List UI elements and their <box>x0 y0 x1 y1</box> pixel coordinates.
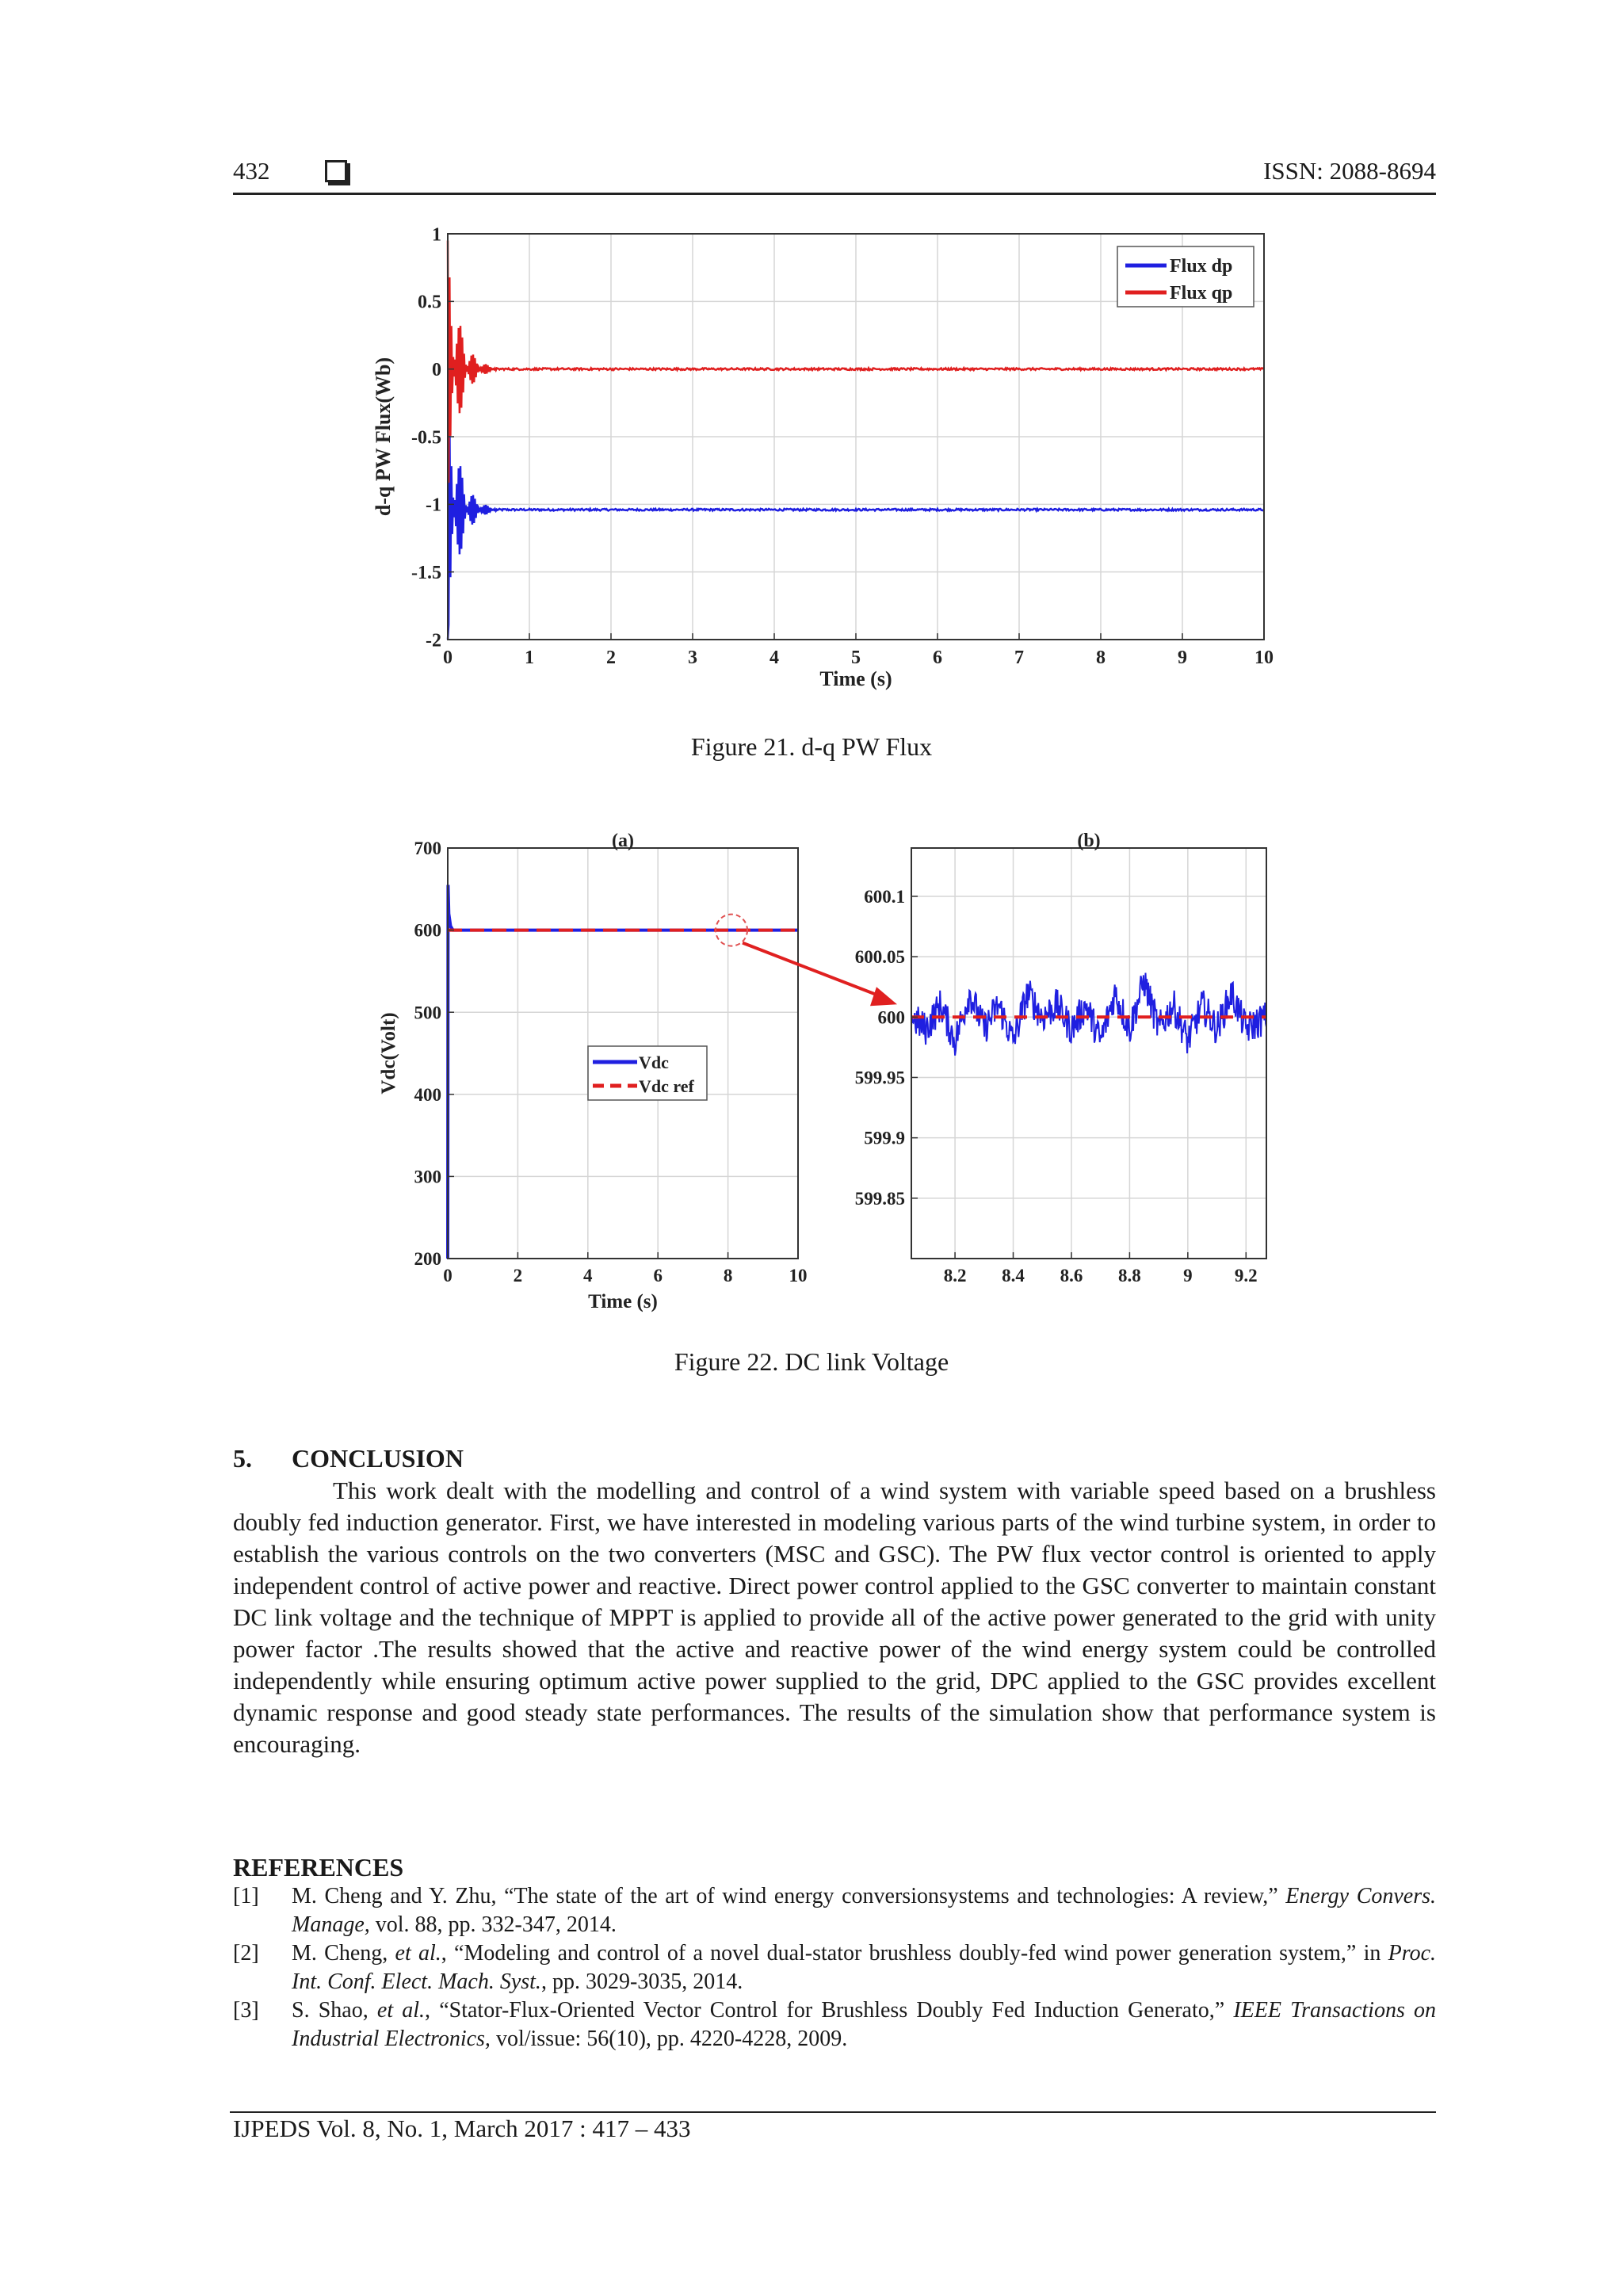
reference-body <box>292 1939 1436 1996</box>
x-tick-label: 5 <box>851 648 861 668</box>
y-tick-label: 599.85 <box>854 1188 905 1209</box>
dc-link-voltage-chart <box>365 816 1284 1331</box>
y-tick-label: 700 <box>414 839 441 859</box>
x-tick-label: 7 <box>1014 648 1024 668</box>
footer-rule <box>230 2111 1436 2113</box>
y-tick-label: -1 <box>426 495 441 516</box>
x-tick-label: 3 <box>688 648 697 668</box>
x-tick-label: 8 <box>1096 648 1106 668</box>
flux-chart <box>365 218 1284 709</box>
reference-index: [3] <box>233 1998 259 2023</box>
section-number: 5. <box>233 1444 252 1473</box>
y-tick-label: 0.5 <box>418 292 441 313</box>
y-tick-label: 600 <box>877 1007 905 1028</box>
x-tick-label: 6 <box>933 648 942 668</box>
reference-body <box>292 1882 1436 1939</box>
legend-label: Vdc ref <box>639 1076 694 1096</box>
reference-details: , pp. 3029-3035, 2014. <box>540 1969 743 1994</box>
panel-a-title: (a) <box>612 831 634 851</box>
x-tick-label: 4 <box>583 1266 593 1286</box>
x-tick-label: 10 <box>1254 648 1274 668</box>
y-tick-label: 600.05 <box>854 947 905 968</box>
conclusion-paragraph: This work dealt with the modelling and control of a wind system with variable speed based on a brushless doubly fed induction generator. First, we have interested in modeling various parts of the wind turbine system, in order to establish the various controls on the two converters (MSC and GSC). The PW flux vector control is oriented to apply independent control of active power and reactive. Direct power control applied to the GSC converter to maintain constant DC link voltage and the technique of MPPT is applied to provide all of the active power generated to the grid with unity power factor .The results showed that the active and reactive power of the wind energy system could be controlled independently while ensuring optimum active power supplied to the grid, DPC applied to the GSC provides excellent dynamic response and good steady state performances. The results of the simulation show that performance system is encouraging. <box>233 1477 1436 1758</box>
reference-index: [2] <box>233 1941 259 1966</box>
section-heading <box>233 1444 464 1473</box>
x-tick-label: 6 <box>653 1266 663 1286</box>
y-tick-label: 600.1 <box>864 886 905 907</box>
journal-issn: ISSN: 2088-8694 <box>1263 157 1436 185</box>
x-axis-label: Time (s) <box>588 1291 658 1312</box>
figure-21-caption: Figure 21. d-q PW Flux <box>690 732 933 761</box>
reference-item <box>233 1939 1436 1996</box>
reference-text: M. Cheng and Y. Zhu, “The state of the art of wind energy conversionsystems and technologies: A review,” <box>292 1884 1286 1908</box>
figure-22 <box>365 816 1284 1331</box>
reference-title: , “Modeling and control of a novel dual-stator brushless doubly-fed wind power generation system,” in <box>441 1941 1388 1966</box>
arrow-head-icon <box>870 987 897 1006</box>
x-tick-label: 9 <box>1183 1266 1193 1286</box>
x-tick-label: 4 <box>769 648 779 668</box>
x-tick-label: 0 <box>443 648 453 668</box>
legend-label: Flux dp <box>1170 256 1233 277</box>
y-tick-label: 200 <box>414 1249 441 1270</box>
y-tick-label: 599.95 <box>854 1068 905 1088</box>
x-tick-label: 8 <box>723 1266 733 1286</box>
references-heading: REFERENCES <box>233 1853 404 1881</box>
y-tick-label: 600 <box>414 920 441 941</box>
x-tick-label: 2 <box>513 1266 523 1286</box>
x-tick-label: 10 <box>789 1266 808 1286</box>
reference-title: , “Stator-Flux-Oriented Vector Control for Brushless Doubly Fed Induction Generato,” <box>425 1998 1234 2023</box>
reference-venue: Proc. Int. Conf. Elect. Mach. Syst. <box>292 1941 1436 1994</box>
y-tick-label: -1.5 <box>411 563 441 584</box>
x-tick-label: 8.6 <box>1060 1266 1083 1286</box>
reference-body <box>292 1996 1436 2053</box>
footer-citation: IJPEDS Vol. 8, No. 1, March 2017 : 417 – 433 <box>233 2115 691 2142</box>
reference-details: vol/issue: 56(10), pp. 4220-4228, 2009. <box>490 2027 848 2051</box>
reference-item <box>233 1996 1436 2053</box>
x-tick-label: 9 <box>1178 648 1187 668</box>
reference-etal: et al. <box>376 1998 426 2023</box>
y-tick-label: 0 <box>432 360 441 381</box>
reference-venue: IEEE Transactions on Industrial Electronics, <box>292 1998 1436 2051</box>
y-tick-label: -2 <box>426 630 441 651</box>
x-tick-label: 0 <box>443 1266 453 1286</box>
x-axis-label: Time (s) <box>819 667 892 690</box>
y-tick-label: -0.5 <box>411 427 441 449</box>
x-tick-label: 8.2 <box>943 1266 967 1286</box>
reference-index: [1] <box>233 1884 259 1908</box>
x-tick-label: 9.2 <box>1234 1266 1258 1286</box>
reference-item <box>233 1882 1436 1939</box>
header-rule <box>233 193 1436 195</box>
legend-label: Flux qp <box>1170 283 1233 304</box>
reference-details: vol. 88, pp. 332-347, 2014. <box>369 1912 617 1937</box>
x-tick-label: 2 <box>606 648 616 668</box>
y-axis-label: d-q PW Flux(Wb) <box>372 357 395 517</box>
header-box-icon <box>325 160 347 182</box>
y-tick-label: 400 <box>414 1084 441 1105</box>
reference-venue: Energy Convers. Manage, <box>292 1884 1437 1937</box>
figure-22-caption: Figure 22. DC link Voltage <box>674 1347 949 1376</box>
panel-b-title: (b) <box>1077 831 1101 851</box>
y-tick-label: 300 <box>414 1167 441 1187</box>
section-title: CONCLUSION <box>292 1444 464 1473</box>
x-tick-label: 8.8 <box>1118 1266 1141 1286</box>
legend <box>1117 246 1254 307</box>
y-tick-label: 1 <box>432 224 441 246</box>
x-tick-label: 8.4 <box>1002 1266 1025 1286</box>
reference-text: M. Cheng, <box>292 1941 395 1966</box>
y-axis-label: Vdc(Volt) <box>378 1012 399 1095</box>
reference-text: S. Shao, <box>292 1998 377 2023</box>
page-number: 432 <box>233 157 270 185</box>
reference-etal: et al. <box>395 1941 441 1966</box>
figure-21 <box>365 218 1284 709</box>
legend-label: Vdc <box>639 1052 669 1072</box>
legend <box>588 1046 707 1100</box>
y-tick-label: 599.9 <box>864 1128 905 1148</box>
y-tick-label: 500 <box>414 1003 441 1023</box>
x-tick-label: 1 <box>525 648 534 668</box>
plot-area <box>911 848 1266 1259</box>
